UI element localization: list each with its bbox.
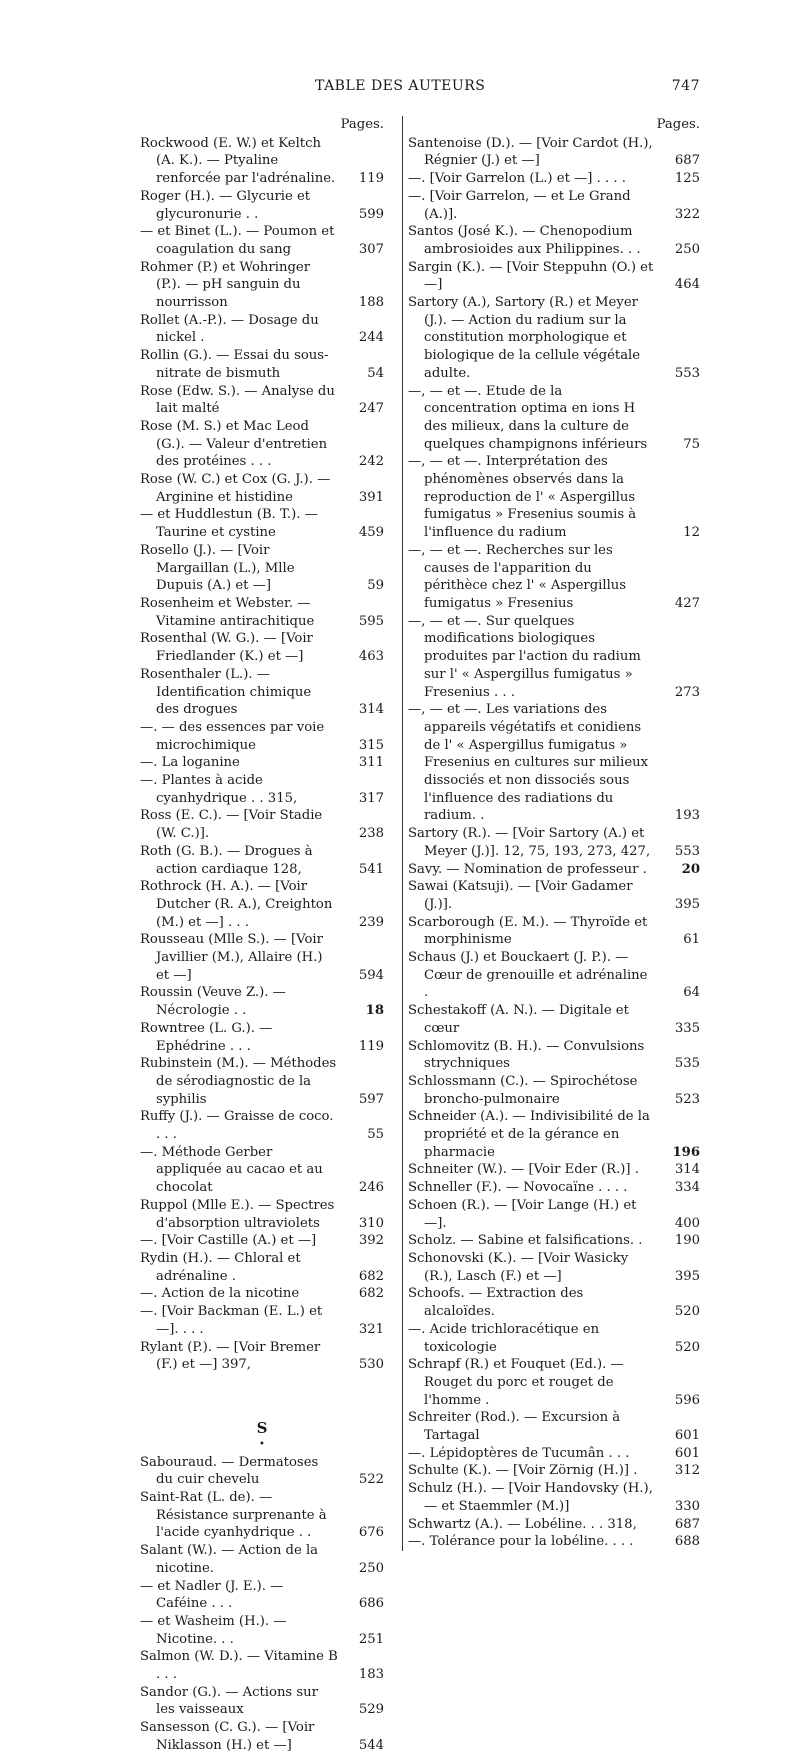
index-entry xyxy=(408,1409,700,1444)
index-entry xyxy=(408,170,700,188)
entry-text: Salant (W.). — Action de la nicotine. xyxy=(140,1543,319,1576)
entry-text: —, — et —. Sur quelques modifications biologiques produites par l'action du radium sur l' « Aspergillus fumigatus » Fresenius . . . xyxy=(408,613,641,700)
left-column xyxy=(140,116,384,1755)
entry-text: Rousseau (Mlle S.). — [Voir Javillier (M.), Allaire (H.) et —] xyxy=(140,932,323,983)
index-entry xyxy=(140,1684,384,1719)
entry-pages: 314 xyxy=(674,1162,700,1178)
entry-pages: 392 xyxy=(358,1233,384,1249)
entry-text: Rosenthal (W. G.). — [Voir Friedlander (K.) et —] xyxy=(140,631,313,665)
entry-pages: 522 xyxy=(358,1472,384,1488)
entry-pages: 464 xyxy=(674,277,700,293)
entry-text: Scholz. — Sabine et falsifications. . xyxy=(408,1233,643,1249)
entry-text: Schneiter (W.). — [Voir Eder (R.)] . xyxy=(408,1162,639,1178)
index-entry xyxy=(408,1232,700,1250)
entry-text: —. Tolérance pour la lobéline. . . . xyxy=(408,1534,634,1550)
entry-pages: 250 xyxy=(674,241,700,257)
index-entry xyxy=(140,984,384,1019)
entry-text: Sawai (Katsuji). — [Voir Gadamer (J.)]. xyxy=(408,879,633,912)
entry-pages: 535 xyxy=(674,1056,700,1072)
index-entry xyxy=(140,1108,384,1143)
entry-pages: 251 xyxy=(358,1631,384,1647)
entry-text: —, — et —. Interprétation des phénomènes observés dans la reproduction de l' « Aspergillus fumigatus » Fresenius soumis à l'influence du radium xyxy=(408,454,637,541)
entry-text: Rollin (G.). — Essai du sous-nitrate de bismuth xyxy=(140,348,329,381)
index-entry xyxy=(140,506,384,541)
index-entry xyxy=(140,807,384,842)
entry-text: —. [Voir Castille (A.) et —] xyxy=(140,1233,317,1249)
index-entry xyxy=(408,878,700,913)
entry-text: Rockwood (E. W.) et Keltch (A. K.). — Ptyaline renforcée par l'adrénaline. xyxy=(140,135,336,187)
entry-text: Schneider (A.). — Indivisibilité de la propriété et de la gérance en pharmacie xyxy=(408,1109,650,1160)
entry-text: — et Huddlestun (B. T.). — Taurine et cystine xyxy=(140,507,318,541)
entry-pages: 541 xyxy=(358,861,384,877)
entry-text: Rothrock (H. A.). — [Voir Dutcher (R. A.), Creighton (M.) et —] . . . xyxy=(140,879,333,930)
index-entry xyxy=(140,135,384,188)
index-entry xyxy=(408,1179,700,1197)
index-entry xyxy=(408,1516,700,1534)
entry-text: Schestakoff (A. N.). — Digitale et cœur xyxy=(408,1003,629,1036)
index-entry xyxy=(408,1002,700,1037)
entry-pages: 317 xyxy=(358,790,384,806)
index-entry xyxy=(140,542,384,595)
entry-text: Ruppol (Mlle E.). — Spectres d'absorption ultraviolets xyxy=(140,1197,335,1231)
entry-pages: 676 xyxy=(358,1525,384,1541)
index-entry xyxy=(140,1303,384,1338)
entry-pages: 190 xyxy=(674,1233,700,1249)
entry-text: Saint-Rat (L. de). — Résistance surprenante à l'acide cyanhydrique . . xyxy=(140,1490,327,1541)
page-title: TABLE DES AUTEURS xyxy=(315,78,486,94)
index-entry xyxy=(408,453,700,542)
index-entry xyxy=(408,1161,700,1179)
entry-pages: 427 xyxy=(674,595,700,611)
entry-text: —. La loganine xyxy=(140,755,240,771)
entry-pages: 239 xyxy=(358,914,384,930)
entry-text: Sandor (G.). — Actions sur les vaisseaux xyxy=(140,1684,318,1718)
entry-text: —. [Voir Garrelon, — et Le Grand (A.)]. xyxy=(408,188,631,222)
index-entry xyxy=(140,754,384,772)
entry-text: —. — des essences par voie microchimique xyxy=(140,719,325,753)
entry-pages: 463 xyxy=(358,649,384,665)
entry-pages: 244 xyxy=(358,330,384,346)
entry-text: Schlomovitz (B. H.). — Convulsions strychniques xyxy=(408,1038,645,1072)
page-number: 747 xyxy=(671,78,700,94)
entry-pages: 64 xyxy=(683,985,700,1001)
entry-pages: 523 xyxy=(674,1091,700,1107)
index-entry xyxy=(408,294,700,383)
index-entry xyxy=(140,772,384,807)
entry-text: — et Nadler (J. E.). — Caféine . . . xyxy=(140,1578,284,1612)
entry-text: Scarborough (E. M.). — Thyroïde et morphinisme xyxy=(408,914,648,948)
index-entry xyxy=(408,1250,700,1285)
entry-pages: 119 xyxy=(358,171,384,187)
entry-pages: 314 xyxy=(358,702,384,718)
entry-pages: 596 xyxy=(674,1392,700,1408)
index-entry xyxy=(408,1462,700,1480)
index-entry xyxy=(140,1613,384,1648)
entry-text: —, — et —. Etude de la concentration optima en ions H des milieux, dans la culture de quelques champignons inférieurs xyxy=(408,383,648,452)
entry-pages: 183 xyxy=(358,1667,384,1683)
index-entry xyxy=(408,1445,700,1463)
entry-pages: 12 xyxy=(683,525,700,541)
index-entry xyxy=(408,1285,700,1320)
index-entry xyxy=(408,542,700,613)
entry-pages: 335 xyxy=(674,1020,700,1036)
entry-pages: 395 xyxy=(674,896,700,912)
right-column xyxy=(402,116,700,1551)
entry-text: Schwartz (A.). — Lobéline. . . 318, xyxy=(408,1516,637,1532)
column-header-right: Pages. xyxy=(656,117,700,132)
index-entry xyxy=(408,1197,700,1232)
entry-pages: 20 xyxy=(681,861,700,877)
index-entry xyxy=(408,1321,700,1356)
entry-pages: 395 xyxy=(674,1268,700,1284)
entry-pages: 687 xyxy=(674,1516,700,1532)
entry-pages: 391 xyxy=(358,489,384,505)
entry-text: Santos (José K.). — Chenopodium ambrosioides aux Philippines. . . xyxy=(408,224,641,257)
index-entry xyxy=(408,1073,700,1108)
index-entry xyxy=(140,223,384,258)
entry-text: Schonovski (K.). — [Voir Wasicky (R.), Lasch (F.) et —] xyxy=(408,1251,629,1284)
index-entry xyxy=(140,878,384,931)
index-entry xyxy=(408,1108,700,1161)
entry-pages: 321 xyxy=(358,1321,384,1337)
entry-pages: 530 xyxy=(358,1357,384,1373)
entry-pages: 125 xyxy=(674,171,700,187)
entry-pages: 193 xyxy=(674,808,700,824)
entry-text: Rosello (J.). — [Voir Margaillan (L.), Mlle Dupuis (A.) et —] xyxy=(140,542,295,594)
entry-pages: 553 xyxy=(674,843,700,859)
entry-pages: 553 xyxy=(674,365,700,381)
entry-text: Salmon (W. D.). — Vitamine B . . . xyxy=(140,1649,338,1683)
entry-text: Ross (E. C.). — [Voir Stadie (W. C.)]. xyxy=(140,808,323,842)
entry-pages: 686 xyxy=(358,1596,384,1612)
index-entry xyxy=(140,1542,384,1577)
entry-text: Schrapf (R.) et Fouquet (Ed.). — Rouget du porc et rouget de l'homme . xyxy=(408,1357,624,1408)
index-entry xyxy=(140,188,384,223)
entry-text: Schreiter (Rod.). — Excursion à Tartagal xyxy=(408,1410,621,1444)
entry-pages: 196 xyxy=(672,1144,700,1160)
index-entry xyxy=(140,1055,384,1108)
entry-pages: 682 xyxy=(358,1286,384,1302)
entry-text: Schneller (F.). — Novocaïne . . . . xyxy=(408,1180,628,1196)
entry-text: Schulz (H.). — [Voir Handovsky (H.), — et Staemmler (M.)] xyxy=(408,1481,653,1514)
entry-text: Schlossmann (C.). — Spirochétose broncho-pulmonaire xyxy=(408,1073,638,1107)
entry-text: Schaus (J.) et Bouckaert (J. P.). — Cœur de grenouille et adrénaline . xyxy=(408,950,648,1001)
entry-pages: 61 xyxy=(683,932,700,948)
entry-text: Roussin (Veuve Z.). — Nécrologie . . xyxy=(140,985,286,1019)
entry-pages: 59 xyxy=(367,578,384,594)
entry-pages: 544 xyxy=(358,1737,384,1753)
entry-text: —. Méthode Gerber appliquée au cacao et au chocolat xyxy=(140,1144,323,1196)
entry-pages: 310 xyxy=(358,1215,384,1231)
index-entry xyxy=(140,312,384,347)
index-entry xyxy=(140,471,384,506)
entry-pages: 311 xyxy=(358,755,384,771)
entry-text: Sartory (R.). — [Voir Sartory (A.) et Meyer (J.)]. 12, 75, 193, 273, 427, xyxy=(408,826,651,859)
index-entry xyxy=(140,1285,384,1303)
entry-pages: 334 xyxy=(674,1180,700,1196)
entry-text: Rosenheim et Webster. — Vitamine antirachitique xyxy=(140,595,315,629)
entry-pages: 529 xyxy=(358,1702,384,1718)
index-entry xyxy=(408,1480,700,1515)
section-letter: S xyxy=(256,1418,268,1437)
index-entry xyxy=(408,223,700,258)
entry-text: Sartory (A.), Sartory (R.) et Meyer (J.). — Action du radium sur la constitution morphologique et biologique de la cellule végétale adulte. xyxy=(408,295,641,381)
entry-pages: 599 xyxy=(358,206,384,222)
entry-pages: 273 xyxy=(674,684,700,700)
index-entry xyxy=(140,1489,384,1542)
entry-text: Rubinstein (M.). — Méthodes de sérodiagnostic de la syphilis xyxy=(140,1056,337,1107)
index-entry xyxy=(408,1533,700,1551)
index-entry xyxy=(140,418,384,471)
entry-pages: 250 xyxy=(358,1560,384,1576)
entry-text: Rylant (P.). — [Voir Bremer (F.) et —] 397, xyxy=(140,1339,321,1373)
entry-text: Roger (H.). — Glycurie et glycuronurie . . xyxy=(140,188,311,222)
index-entry xyxy=(408,861,700,879)
running-head xyxy=(140,78,700,94)
entry-text: Sabouraud. — Dermatoses du cuir chevelu xyxy=(140,1454,319,1488)
entry-pages: 597 xyxy=(358,1091,384,1107)
entry-pages: 54 xyxy=(367,365,384,381)
entry-pages: 682 xyxy=(358,1268,384,1284)
entry-pages: 307 xyxy=(358,241,384,257)
index-entry xyxy=(408,613,700,702)
index-entry xyxy=(140,666,384,719)
index-entry xyxy=(140,843,384,878)
entry-pages: 18 xyxy=(365,1003,384,1019)
entry-text: Rose (Edw. S.). — Analyse du lait malté xyxy=(140,383,335,417)
entry-text: Rowntree (L. G.). — Ephédrine . . . xyxy=(140,1020,273,1054)
index-entry xyxy=(140,1719,384,1754)
index-entry xyxy=(140,1144,384,1197)
entry-pages: 322 xyxy=(674,206,700,222)
entry-text: —. Plantes à acide cyanhydrique . . 315, xyxy=(140,773,298,806)
entry-text: Santenoise (D.). — [Voir Cardot (H.), Régnier (J.) et —] xyxy=(408,135,653,169)
index-entry xyxy=(408,259,700,294)
index-entry xyxy=(140,1578,384,1613)
entry-text: Savy. — Nomination de professeur . xyxy=(408,861,647,877)
column-header-left: Pages. xyxy=(340,117,384,132)
index-entry xyxy=(140,1648,384,1683)
entry-text: Rohmer (P.) et Wohringer (P.). — pH sanguin du nourrisson xyxy=(140,259,310,311)
index-entry xyxy=(408,1356,700,1409)
entry-pages: 188 xyxy=(358,295,384,311)
entry-pages: 238 xyxy=(358,826,384,842)
entry-text: Schoen (R.). — [Voir Lange (H.) et —]. xyxy=(408,1197,637,1231)
index-entry xyxy=(140,1454,384,1489)
index-entry xyxy=(140,383,384,418)
index-entry xyxy=(140,347,384,382)
entry-text: —. [Voir Backman (E. L.) et —]. . . . xyxy=(140,1304,323,1337)
index-entry xyxy=(408,1038,700,1073)
left-entries-s xyxy=(140,1454,384,1755)
index-entry xyxy=(408,914,700,949)
entry-text: Ruffy (J.). — Graisse de coco. . . . xyxy=(140,1109,334,1143)
entry-pages: 242 xyxy=(358,454,384,470)
entry-pages: 595 xyxy=(358,613,384,629)
entry-text: — et Washeim (H.). — Nicotine. . . xyxy=(140,1613,287,1647)
entry-text: Schoofs. — Extraction des alcaloïdes. xyxy=(408,1286,584,1320)
entry-pages: 687 xyxy=(674,153,700,169)
entry-pages: 400 xyxy=(674,1215,700,1231)
index-entry xyxy=(140,1250,384,1285)
section-mark: • xyxy=(259,1438,265,1450)
entry-pages: 315 xyxy=(358,737,384,753)
entry-pages: 520 xyxy=(674,1304,700,1320)
entry-text: —. [Voir Garrelon (L.) et —] . . . . xyxy=(408,171,626,187)
entry-text: —, — et —. Recherches sur les causes de l'apparition du périthèce chez l' « Aspergillus fumigatus » Fresenius xyxy=(408,542,627,611)
entry-pages: 247 xyxy=(358,401,384,417)
entry-text: Rosenthaler (L.). — Identification chimique des drogues xyxy=(140,666,312,718)
entry-text: Rose (W. C.) et Cox (G. J.). — Arginine et histidine xyxy=(140,472,331,505)
entry-pages: 601 xyxy=(674,1445,700,1461)
entry-text: Roth (G. B.). — Drogues à action cardiaque 128, xyxy=(140,843,313,877)
entry-pages: 459 xyxy=(358,525,384,541)
entry-text: Rose (M. S.) et Mac Leod (G.). — Valeur d'entretien des protéines . . . xyxy=(140,418,328,470)
entry-pages: 520 xyxy=(674,1339,700,1355)
entry-pages: 594 xyxy=(358,967,384,983)
index-entry xyxy=(140,1197,384,1232)
entry-text: Sargin (K.). — [Voir Steppuhn (O.) et —] xyxy=(408,259,654,293)
entry-pages: 246 xyxy=(358,1180,384,1196)
entry-text: —. Lépidoptères de Tucumân . . . xyxy=(408,1445,630,1461)
entry-text: —. Acide trichloracétique en toxicologie xyxy=(408,1321,600,1355)
entry-pages: 330 xyxy=(674,1498,700,1514)
index-entry xyxy=(140,1020,384,1055)
entry-text: —, — et —. Les variations des appareils végétatifs et conidiens de l' « Aspergillus fumigatus » Fresenius en cultures sur milieux dissociés et non dissociés sous l'influence des radiations du radium. . xyxy=(408,702,649,824)
entry-pages: 119 xyxy=(358,1038,384,1054)
index-entry xyxy=(140,719,384,754)
left-entries xyxy=(140,135,384,1374)
index-entry xyxy=(408,949,700,1002)
index-entry xyxy=(140,259,384,312)
index-entry xyxy=(408,825,700,860)
entry-pages: 75 xyxy=(683,436,700,452)
entry-pages: 688 xyxy=(674,1534,700,1550)
entry-text: Rydin (H.). — Chloral et adrénaline . xyxy=(140,1251,301,1284)
entry-pages: 312 xyxy=(674,1463,700,1479)
right-entries xyxy=(408,135,700,1551)
index-entry xyxy=(140,1339,384,1374)
entry-text: Rollet (A.-P.). — Dosage du nickel . xyxy=(140,312,319,346)
index-entry xyxy=(408,701,700,825)
entry-text: —. Action de la nicotine xyxy=(140,1286,300,1302)
index-entry xyxy=(408,188,700,223)
index-entry xyxy=(140,1232,384,1250)
entry-pages: 55 xyxy=(367,1127,384,1143)
index-entry xyxy=(408,135,700,170)
index-entry xyxy=(140,931,384,984)
index-entry xyxy=(140,630,384,665)
entry-text: Schulte (K.). — [Voir Zörnig (H.)] . xyxy=(408,1463,638,1479)
entry-text: Sansesson (C. G.). — [Voir Niklasson (H.) et —] xyxy=(140,1720,315,1753)
index-entry xyxy=(140,595,384,630)
entry-pages: 601 xyxy=(674,1428,700,1444)
index-entry xyxy=(408,383,700,454)
entry-text: — et Binet (L.). — Poumon et coagulation du sang xyxy=(140,224,335,257)
